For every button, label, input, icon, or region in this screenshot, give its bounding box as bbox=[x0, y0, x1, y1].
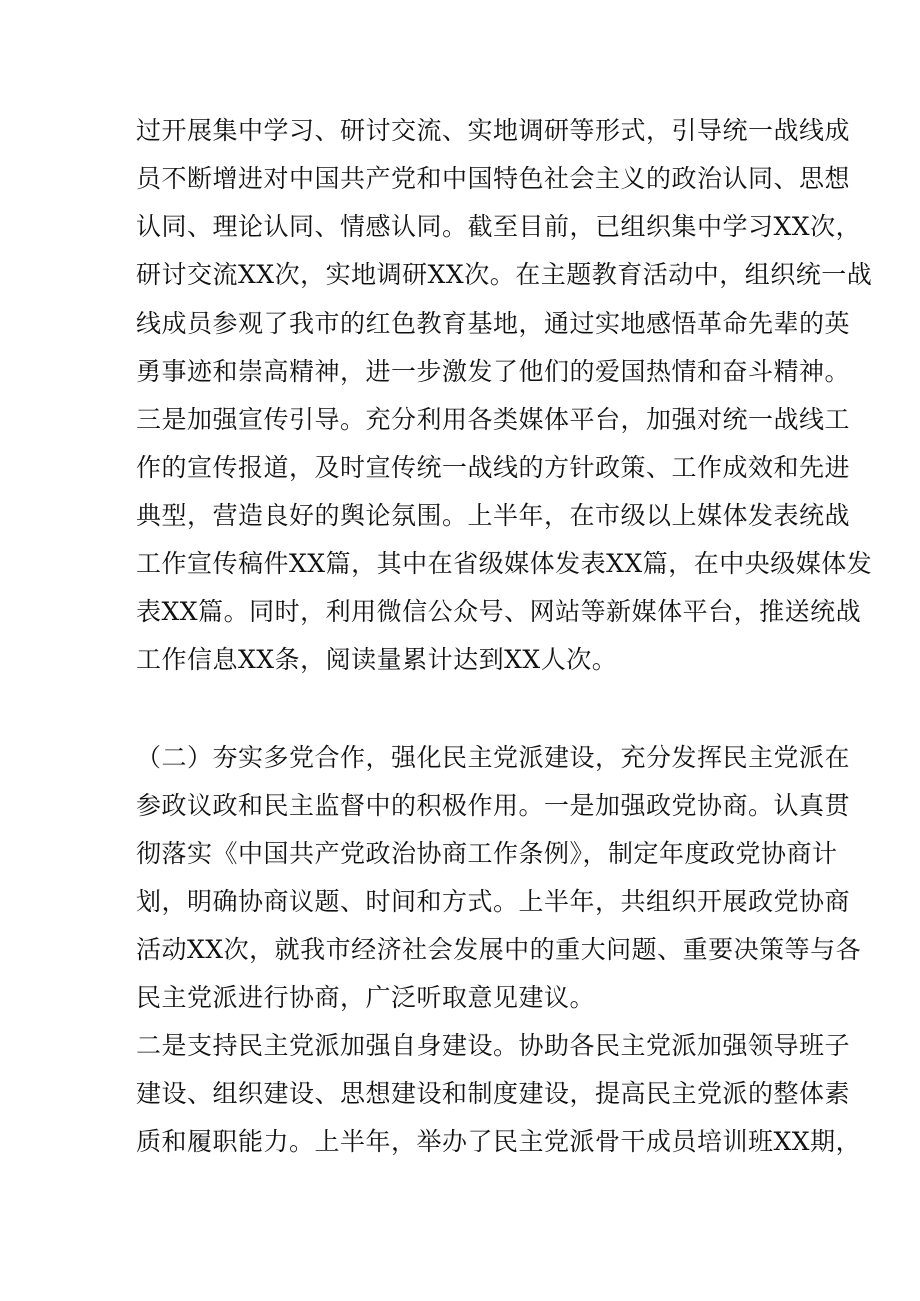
paragraph-line: 典型，营造良好的舆论氛围。上半年，在市级以上媒体发表统战 bbox=[136, 501, 851, 530]
paragraph-line: 参政议政和民主监督中的积极作用。一是加强政党协商。认真贯 bbox=[136, 791, 851, 820]
paragraph-line: 表XX篇。同时，利用微信公众号、网站等新媒体平台，推送统战 bbox=[136, 597, 862, 626]
paragraph-line: 过开展集中学习、研讨交流、实地调研等形式，引导统一战线成 bbox=[136, 116, 851, 145]
section-heading-line: （二）夯实多党合作，强化民主党派建设，充分发挥民主党派在 bbox=[136, 743, 851, 772]
paragraph-line: 民主党派进行协商，广泛听取意见建议。 bbox=[136, 983, 596, 1012]
paragraph-line: 线成员参观了我市的红色教育基地，通过实地感悟革命先辈的英 bbox=[136, 309, 851, 338]
paragraph-line: 作的宣传报道，及时宣传统一战线的方针政策、工作成效和先进 bbox=[136, 453, 851, 482]
paragraph-line: 工作宣传稿件XX篇，其中在省级媒体发表XX篇，在中央级媒体发 bbox=[136, 549, 873, 578]
paragraph-line: 工作信息XX条，阅读量累计达到XX人次。 bbox=[136, 645, 618, 674]
paragraph-line: 认同、理论认同、情感认同。截至目前，已组织集中学习XX次， bbox=[136, 212, 862, 241]
paragraph-line: 二是支持民主党派加强自身建设。协助各民主党派加强领导班子 bbox=[136, 1031, 851, 1060]
paragraph-line: 活动XX次，就我市经济社会发展中的重大问题、重要决策等与各 bbox=[136, 935, 862, 964]
paragraph-line: 员不断增进对中国共产党和中国特色社会主义的政治认同、思想 bbox=[136, 164, 851, 193]
paragraph-line: 划，明确协商议题、时间和方式。上半年，共组织开展政党协商 bbox=[136, 887, 851, 916]
paragraph-line: 彻落实《中国共产党政治协商工作条例》，制定年度政党协商计 bbox=[136, 839, 838, 868]
paragraph-line: 三是加强宣传引导。充分利用各类媒体平台，加强对统一战线工 bbox=[136, 405, 851, 434]
paragraph-line: 质和履职能力。上半年，举办了民主党派骨干成员培训班XX期， bbox=[136, 1127, 862, 1156]
paragraph-line: 研讨交流XX次，实地调研XX次。在主题教育活动中，组织统一战 bbox=[136, 260, 873, 289]
paragraph-line: 建设、组织建设、思想建设和制度建设，提高民主党派的整体素 bbox=[136, 1079, 851, 1108]
paragraph-line: 勇事迹和崇高精神，进一步激发了他们的爱国热情和奋斗精神。 bbox=[136, 357, 851, 386]
